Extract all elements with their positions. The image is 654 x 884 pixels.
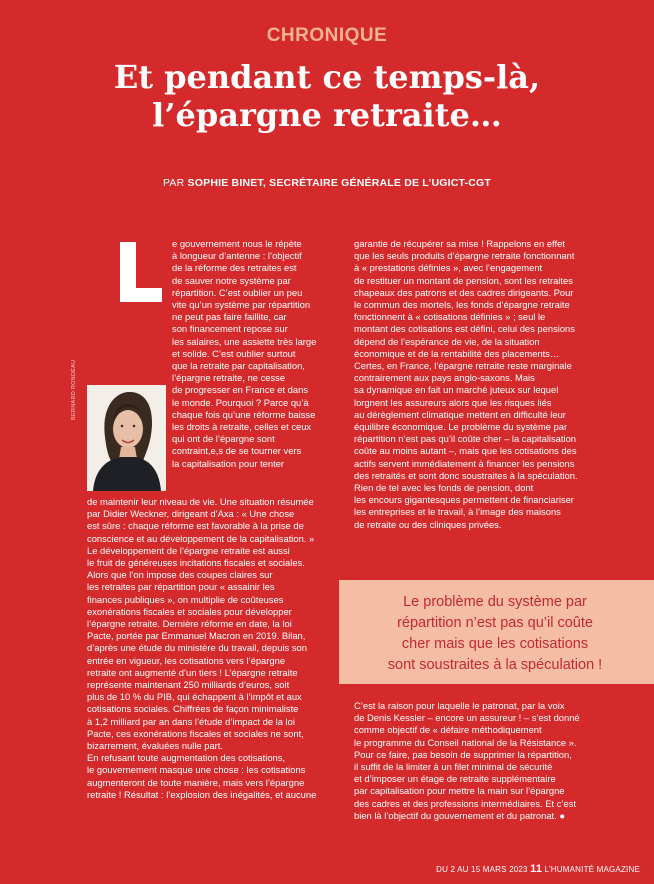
text-line: plus de 10 % du PIB, qui échappent à l’impôt et aux <box>87 691 302 703</box>
text-line: Pacte, ces exonérations fiscales et sociales ne sont, <box>87 727 304 739</box>
text-line: les salaires, une assiette très large <box>172 335 317 347</box>
text-line: exonérations fiscales et sociales pour développer <box>87 605 292 617</box>
text-line: l’épargne retraite, ne cesse <box>172 372 286 384</box>
pull-quote-line: sont soustraites à la spéculation ! <box>387 657 603 673</box>
headline-line-1: Et pendant ce temps-là, <box>113 58 541 96</box>
text-line: C’est la raison pour laquelle le patronat, par la voix <box>354 700 565 711</box>
text-line: Pacte, portée par Emmanuel Macron en 2019. Bilan, <box>87 630 306 642</box>
footer-publication: L’HUMANITÉ MAGAZINE <box>544 865 640 874</box>
page-footer <box>436 863 640 875</box>
text-line: il suffit de la limiter à un filet minimal de sécurité <box>354 761 553 773</box>
text-line: retraite ont augmenté d’un tiers ! L’épargne retraite <box>87 666 298 678</box>
text-line: que la retraite par capitalisation, <box>172 360 305 372</box>
pull-quote-line: Le problème du système par <box>403 594 587 610</box>
text-line: dépend de l’espérance de vie, de la situation <box>354 335 540 347</box>
text-line: bien là l’objectif du gouvernement et du patronat. ● <box>354 809 566 821</box>
text-line: les retraites par répartition pour « assainir les <box>87 581 275 593</box>
text-line: répartition n’est pas qu’il coûte cher – la capitalisation <box>354 433 577 445</box>
author-photo <box>87 385 166 491</box>
text-line: les droits à retraite, celles et ceux <box>172 421 312 433</box>
text-line: Certes, en France, l’épargne retraite reste marginale <box>354 360 572 372</box>
text-line: les encours gigantesques permettent de financiariser <box>354 494 574 506</box>
text-line: de la réforme des retraites est <box>172 262 297 274</box>
text-line: bizarrement, évaluées nulle part. <box>87 740 224 752</box>
dropcap-letter <box>118 240 164 304</box>
column-1-narrow-text <box>172 238 330 470</box>
text-line: Alors que l’on impose des coupes claires sur <box>87 569 273 581</box>
text-line: En refusant toute augmentation des cotisations, <box>87 752 286 764</box>
text-line: le gouvernement masque une chose : les cotisations <box>87 764 306 776</box>
text-line: de maintenir leur niveau de vie. Une situation résumée <box>87 496 314 507</box>
text-line: de retraite ou des cliniques privées. <box>354 518 502 530</box>
text-line: la capitalisation pour tenter <box>172 457 285 469</box>
text-line: que les seuls produits d’épargne retraite fonctionnant <box>354 250 575 262</box>
text-line: Le développement de l’épargne retraite est aussi <box>87 544 290 556</box>
text-line: comme objectif de « défaire méthodiquement <box>354 724 542 736</box>
text-line: de sauver notre système par <box>172 274 291 286</box>
text-line: à longueur d’antenne : l’objectif <box>172 250 302 262</box>
text-line: équilibre économique. Le problème du système par <box>354 421 568 433</box>
text-line: Pour ce faire, pas besoin de supprimer la répartition, <box>354 748 572 760</box>
text-line: et solide. C’est oublier surtout <box>172 347 296 359</box>
byline-author: SOPHIE BINET <box>187 177 263 189</box>
text-line: contrairement aux pays anglo-saxons. Mais <box>354 372 535 384</box>
text-line: montant des cotisations est défini, celui des pensions <box>354 323 575 335</box>
headline <box>0 58 654 134</box>
text-line: économique et de la rentabilité des placements… <box>354 347 560 359</box>
text-line: sa dynamique en fait un marché juteux sur lequel <box>354 384 559 396</box>
text-line: retraite ! Résultat : l’explosion des inégalités, et aucune <box>87 788 317 800</box>
text-line: d’après une étude du ministère du travail, depuis son <box>87 642 307 654</box>
text-line: au dérèglement climatique mettent en difficulté leur <box>354 408 566 420</box>
text-line: chapeaux des patrons et des cadres dirigeants. Pour <box>354 286 574 298</box>
column-2-top-text <box>354 238 588 531</box>
text-line: de restituer un montant de pension, sont les retraites <box>354 274 573 286</box>
text-line: des cadres et des professions intermédiaires. Et c’est <box>354 797 576 809</box>
text-line: augmenteront de toute manière, mais vers l’épargne <box>87 776 305 788</box>
text-line: conscience et au développement de la capitalisation. » <box>87 532 315 544</box>
text-line: par capitalisation pour mettre la main sur l’épargne <box>354 785 565 797</box>
pull-quote-line: cher mais que les cotisations <box>401 636 589 652</box>
text-line: chaque fois qu’une réforme baisse <box>172 408 316 420</box>
text-line: le commun des mortels, les fonds d’épargne retraite <box>354 299 570 311</box>
text-line: l’épargne retraite. Dernière réforme en date, la loi <box>87 618 292 630</box>
author-portrait-image <box>87 385 166 491</box>
text-line: de progresser en France et dans <box>172 384 309 396</box>
text-line: le monde. Pourquoi ? Parce qu’à <box>172 396 309 408</box>
text-line: Rien de tel avec les fonds de pension, dont <box>354 482 534 494</box>
byline <box>0 177 654 189</box>
text-line: finances publiques », on multiplie de coûteuses <box>87 593 284 605</box>
byline-prefix: PAR <box>163 177 185 189</box>
text-line: e gouvernement nous le répète <box>172 238 302 249</box>
text-line: et d’imposer un étage de retraite supplémentaire <box>354 773 556 785</box>
text-line: répartition. C’est oublier un peu <box>172 286 303 298</box>
text-line: garantie de récupérer sa mise ! Rappelons en effet <box>354 238 565 249</box>
rubric-label: CHRONIQUE <box>266 25 388 46</box>
text-line: les entreprises et le travail, à l’image des maisons <box>354 506 561 518</box>
text-line: est sûre : chaque réforme est favorable à la prise de <box>87 520 304 532</box>
text-line: lorgnent les assureurs alors que les risques liés <box>354 396 552 408</box>
column-1-wide-text <box>87 496 330 801</box>
dropcap-letter-text: L <box>141 280 142 281</box>
text-line: le programme du Conseil national de la Résistance ». <box>354 736 577 748</box>
text-line: ne peut pas faire faillite, car <box>172 311 287 323</box>
text-line: le fruit de généreuses incitations fiscales et sociales. <box>87 557 305 569</box>
page-number: 11 <box>530 863 543 875</box>
text-line: des retraités et sont donc soustraites à la spéculation. <box>354 469 578 481</box>
text-line: qui ont de l’épargne sont <box>172 433 275 445</box>
byline-role: , SECRÉTAIRE GÉNÉRALE DE L’UGICT-CGT <box>262 177 491 189</box>
text-line: coûte au moins autant –, mais que les cotisations des <box>354 445 577 457</box>
photo-credit: BERNARD RONDEAU <box>71 359 77 420</box>
text-line: cotisations sociales. Chiffrées de façon minimaliste <box>87 703 299 715</box>
text-line: fonctionnent à « cotisations définies » ; seul le <box>354 311 546 323</box>
footer-date: DU 2 AU 15 MARS 2023 <box>436 865 528 874</box>
text-line: à 1,2 milliard par an dans l’étude d’impact de la loi <box>87 715 295 727</box>
pull-quote <box>345 592 645 676</box>
text-line: son financement repose sur <box>172 323 288 335</box>
text-line: par Didier Weckner, dirigeant d’Axa : « Une chose <box>87 508 295 520</box>
text-line: actifs servent immédiatement à financer les pensions <box>354 457 575 469</box>
text-line: contraint,e,s de se tourner vers <box>172 445 302 457</box>
headline-line-2: l’épargne retraite… <box>152 96 502 134</box>
text-line: vite qu’un système par répartition <box>172 299 311 311</box>
text-line: entrée en vigueur, les cotisations vers l’épargne <box>87 654 286 666</box>
pull-quote-line: répartition n’est pas qu’il coûte <box>397 615 593 631</box>
text-line: représente maintenant 250 milliards d’euros, soit <box>87 679 290 691</box>
column-2-bottom-text <box>354 700 588 822</box>
text-line: de Denis Kessler – encore un assureur ! – s’est donné <box>354 712 580 724</box>
text-line: à « prestations définies », avec l’engagement <box>354 262 543 274</box>
